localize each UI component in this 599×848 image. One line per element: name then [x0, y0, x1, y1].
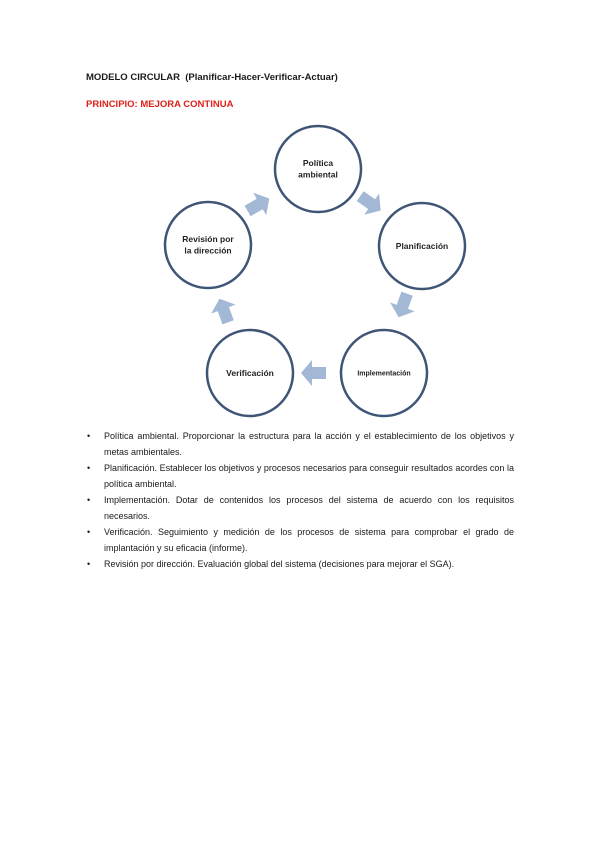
- bullet-item: [86, 460, 514, 492]
- bullet-item: [86, 428, 514, 460]
- bullet-icon: •: [87, 495, 91, 505]
- title-sub: (Planificar-Hacer-Verificar-Actuar): [185, 72, 338, 83]
- bullet-list: [86, 428, 514, 572]
- cycle-node-4: [207, 330, 293, 416]
- node-label: Planificación: [395, 240, 449, 251]
- cycle-node-5: [165, 202, 251, 288]
- node-label: Verificación: [226, 367, 274, 378]
- cycle-arrow-4: [207, 294, 240, 326]
- bullet-item: [86, 524, 514, 556]
- node-label: Revisión por: [182, 234, 234, 245]
- node-label: ambiental: [298, 169, 338, 180]
- cycle-arrow-5: [241, 187, 276, 222]
- bullet-text: Política ambiental. Proporcionar la estructura para la acción y el establecimiento de los objetivos y metas ambientales.: [104, 431, 514, 457]
- node-label: Política: [302, 158, 334, 169]
- bullet-icon: •: [87, 431, 91, 441]
- cycle-node-1: [275, 126, 361, 212]
- cycle-node-2: [379, 203, 465, 289]
- cycle-node-3: [341, 330, 427, 416]
- cycle-arrow-1: [353, 185, 388, 221]
- bullet-text: Verificación. Seguimiento y medición de los procesos de sistema para comprobar el grado de implantación y su eficacia (informe).: [104, 527, 514, 553]
- node-label: la dirección: [184, 245, 232, 256]
- bullet-icon: •: [87, 527, 91, 537]
- cycle-arrow-2: [386, 289, 419, 321]
- bullet-item: [86, 492, 514, 524]
- bullet-item: [86, 556, 514, 572]
- bullet-icon: •: [87, 463, 91, 473]
- bullet-icon: •: [87, 559, 91, 569]
- cycle-arrow-3: [301, 360, 326, 386]
- bullet-text: Revisión por dirección. Evaluación global del sistema (decisiones para mejorar el SGA).: [104, 559, 455, 569]
- bullet-text: Implementación. Dotar de contenidos los procesos del sistema de acuerdo con los requisitos necesarios.: [104, 495, 514, 521]
- node-label: Implementación: [357, 370, 411, 378]
- bullet-text: Planificación. Establecer los objetivos y procesos necesarios para conseguir resultados acordes con la política ambiental.: [104, 463, 514, 489]
- title-main: MODELO CIRCULAR: [86, 72, 180, 83]
- principle-heading: PRINCIPIO: MEJORA CONTINUA: [86, 99, 234, 110]
